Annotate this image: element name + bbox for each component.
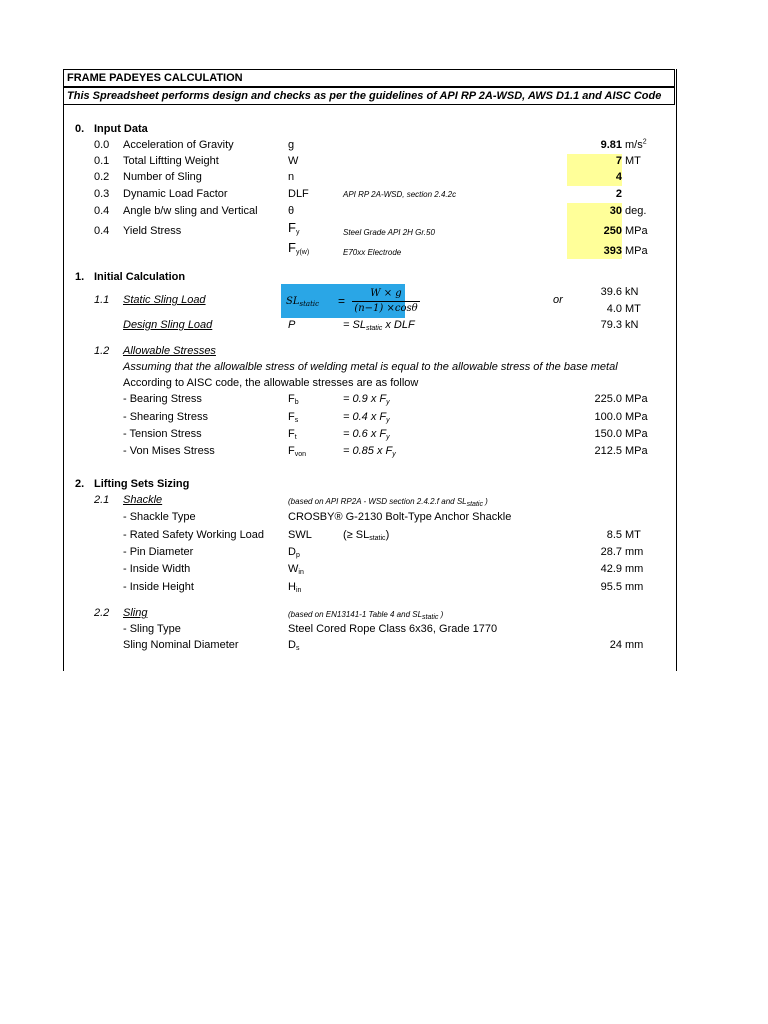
sheet-subtitle: This Spreadsheet performs design and checks as per the guidelines of API RP 2A-WSD, AWS D1.1 and AISC Code (63, 87, 675, 105)
sling-note: (based on EN13141-1 Table 4 and $SL_{static}$ ) (288, 610, 444, 621)
shackle-row-symbol: $W_{in}$ (288, 563, 304, 576)
stress-symbol: $F_t$ (288, 428, 297, 441)
sling-label: Sling (123, 607, 148, 619)
section-0-heading: Input Data (94, 123, 148, 135)
shackle-row-symbol: $H_{in}$ (288, 581, 302, 594)
inside-height-unit: mm (625, 581, 644, 593)
stress-unit: MPa (625, 428, 648, 440)
row-number: 0.3 (94, 188, 110, 200)
swl-unit: MT (625, 529, 641, 541)
shackle-label: Shackle (123, 494, 163, 506)
row-label: Number of Sling (123, 171, 202, 183)
weight-unit: MT (625, 155, 641, 167)
row-number: 0.4 (94, 205, 110, 217)
section-0-number: 0. (75, 123, 85, 135)
row-number: 0.1 (94, 155, 110, 167)
stress-label: - Bearing Stress (123, 393, 202, 405)
row-symbol: W (288, 155, 299, 167)
static-load-kn-value: 39.6 (600, 286, 622, 298)
row-symbol: $F_{y(w)}$ (288, 240, 310, 256)
formula-equals: = (338, 294, 346, 308)
row-note: E70xx Electrode (343, 248, 402, 257)
row-symbol: θ (288, 205, 295, 217)
sl-static-symbol: $SL_{static}$ (286, 296, 320, 308)
design-load-unit: kN (625, 319, 639, 331)
shackle-row-label: - Inside Height (123, 581, 194, 593)
stress-label: - Tension Stress (123, 428, 202, 440)
sling-diameter-unit: mm (625, 639, 644, 651)
row-note: API RP 2A-WSD, section 2.4.2c (343, 190, 457, 199)
fraction-bar (352, 301, 420, 302)
design-load-value: 79.3 (600, 319, 622, 331)
sling-diameter-symbol: $D_s$ (288, 639, 300, 652)
sling-diameter-label: Sling Nominal Diameter (123, 639, 239, 651)
swl-condition: (≥ $SL_{static}$) (343, 529, 390, 542)
sheet-title: FRAME PADEYES CALCULATION (63, 69, 675, 87)
formula-numerator: W × g (370, 288, 402, 299)
sling-diameter-value: 24 (609, 639, 622, 651)
static-load-kn-unit: kN (625, 286, 639, 298)
gravity-value[interactable]: 9.81 (600, 139, 622, 151)
sling-type-label: - Sling Type (123, 623, 181, 635)
sling-type-value: Steel Cored Rope Class 6x36, Grade 1770 (288, 623, 498, 635)
formula-denominator: (n−1) ×cosθ (354, 303, 418, 314)
stress-formula: = 0.4 x $F_y$ (343, 411, 390, 424)
shackle-row-label: - Rated Safety Working Load (123, 529, 265, 541)
row-label: Yield Stress (123, 225, 182, 237)
gravity-unit: $m/s^2$ (625, 138, 647, 151)
stress-formula: = 0.85 x $F_y$ (343, 445, 396, 458)
sling-count-value[interactable]: 4 (615, 171, 622, 183)
sub-number: 1.2 (94, 345, 110, 357)
static-load-mt-unit: MT (625, 303, 641, 315)
design-load-formula: = $SL_{static}$ x DLF (343, 319, 415, 332)
tension-stress-value: 150.0 (594, 428, 622, 440)
row-label: Total Liftting Weight (123, 155, 219, 167)
row-symbol: $F_y$ (288, 220, 300, 236)
stress-symbol: $F_s$ (288, 411, 299, 424)
angle-value[interactable]: 30 (609, 205, 622, 217)
shackle-row-label: - Inside Width (123, 563, 191, 575)
von-mises-stress-value: 212.5 (594, 445, 622, 457)
pin-diameter-value: 28.7 (600, 546, 622, 558)
sub-number: 2.2 (94, 607, 110, 619)
section-1-number: 1. (75, 271, 85, 283)
row-symbol: DLF (288, 188, 309, 200)
shearing-stress-value: 100.0 (594, 411, 622, 423)
stress-symbol: $F_{von}$ (288, 445, 307, 458)
stress-unit: MPa (625, 411, 648, 423)
inside-width-unit: mm (625, 563, 644, 575)
design-load-symbol: P (288, 319, 296, 331)
section-2-heading: Lifting Sets Sizing (94, 478, 190, 490)
allowable-stresses-label: Allowable Stresses (123, 345, 216, 357)
yield-stress-value[interactable]: 250 (603, 225, 622, 237)
inside-width-value: 42.9 (600, 563, 622, 575)
stress-symbol: $F_b$ (288, 393, 299, 406)
angle-unit: deg. (625, 205, 647, 217)
row-note: Steel Grade API 2H Gr.50 (343, 228, 435, 237)
section-2-number: 2. (75, 478, 85, 490)
weight-value[interactable]: 7 (615, 155, 622, 167)
row-label: Acceleration of Gravity (123, 139, 234, 151)
row-number: 0.4 (94, 225, 110, 237)
weld-yield-value[interactable]: 393 (603, 245, 622, 257)
stress-formula: = 0.9 x $F_y$ (343, 393, 390, 406)
shackle-row-symbol: SWL (288, 529, 312, 541)
design-sling-load-label: Design Sling Load (123, 319, 213, 331)
shackle-type-value: CROSBY® G-2130 Bolt-Type Anchor Shackle (288, 511, 512, 523)
stress-label: - Von Mises Stress (123, 445, 215, 457)
pin-diameter-unit: mm (625, 546, 644, 558)
static-sling-load-label: Static Sling Load (123, 294, 206, 306)
sub-number: 2.1 (94, 494, 110, 506)
swl-value: 8.5 (606, 529, 622, 541)
shackle-row-symbol: $D_p$ (288, 546, 300, 559)
shackle-note: (based on API RP2A - WSD section 2.4.2.f and $SL_{static}$ ) (288, 497, 488, 508)
stress-formula: = 0.6 x $F_y$ (343, 428, 390, 441)
inside-height-value: 95.5 (600, 581, 622, 593)
bearing-stress-value: 225.0 (594, 393, 622, 405)
sub-number: 1.1 (94, 294, 110, 306)
static-load-mt-value: 4.0 (606, 303, 622, 315)
row-number: 0.2 (94, 171, 110, 183)
stress-unit: MPa (625, 445, 648, 457)
aisc-text: According to AISC code, the allowable stresses are as follow (123, 377, 419, 389)
shackle-type-label: - Shackle Type (123, 511, 196, 523)
weld-yield-unit: MPa (625, 245, 648, 257)
stress-label: - Shearing Stress (123, 411, 208, 423)
stress-unit: MPa (625, 393, 648, 405)
row-symbol: n (288, 171, 295, 183)
row-label: Angle b/w sling and Vertical (123, 205, 258, 217)
yield-stress-unit: MPa (625, 225, 648, 237)
dlf-value[interactable]: 2 (615, 188, 622, 200)
section-1-heading: Initial Calculation (94, 271, 186, 283)
or-text: or (553, 294, 563, 306)
shackle-row-label: - Pin Diameter (123, 546, 194, 558)
row-number: 0.0 (94, 139, 110, 151)
row-symbol: g (288, 139, 295, 151)
assumption-text: Assuming that the allowalble stress of welding metal is equal to the allowable stress of the base metal (123, 361, 618, 373)
row-label: Dynamic Load Factor (123, 188, 228, 200)
